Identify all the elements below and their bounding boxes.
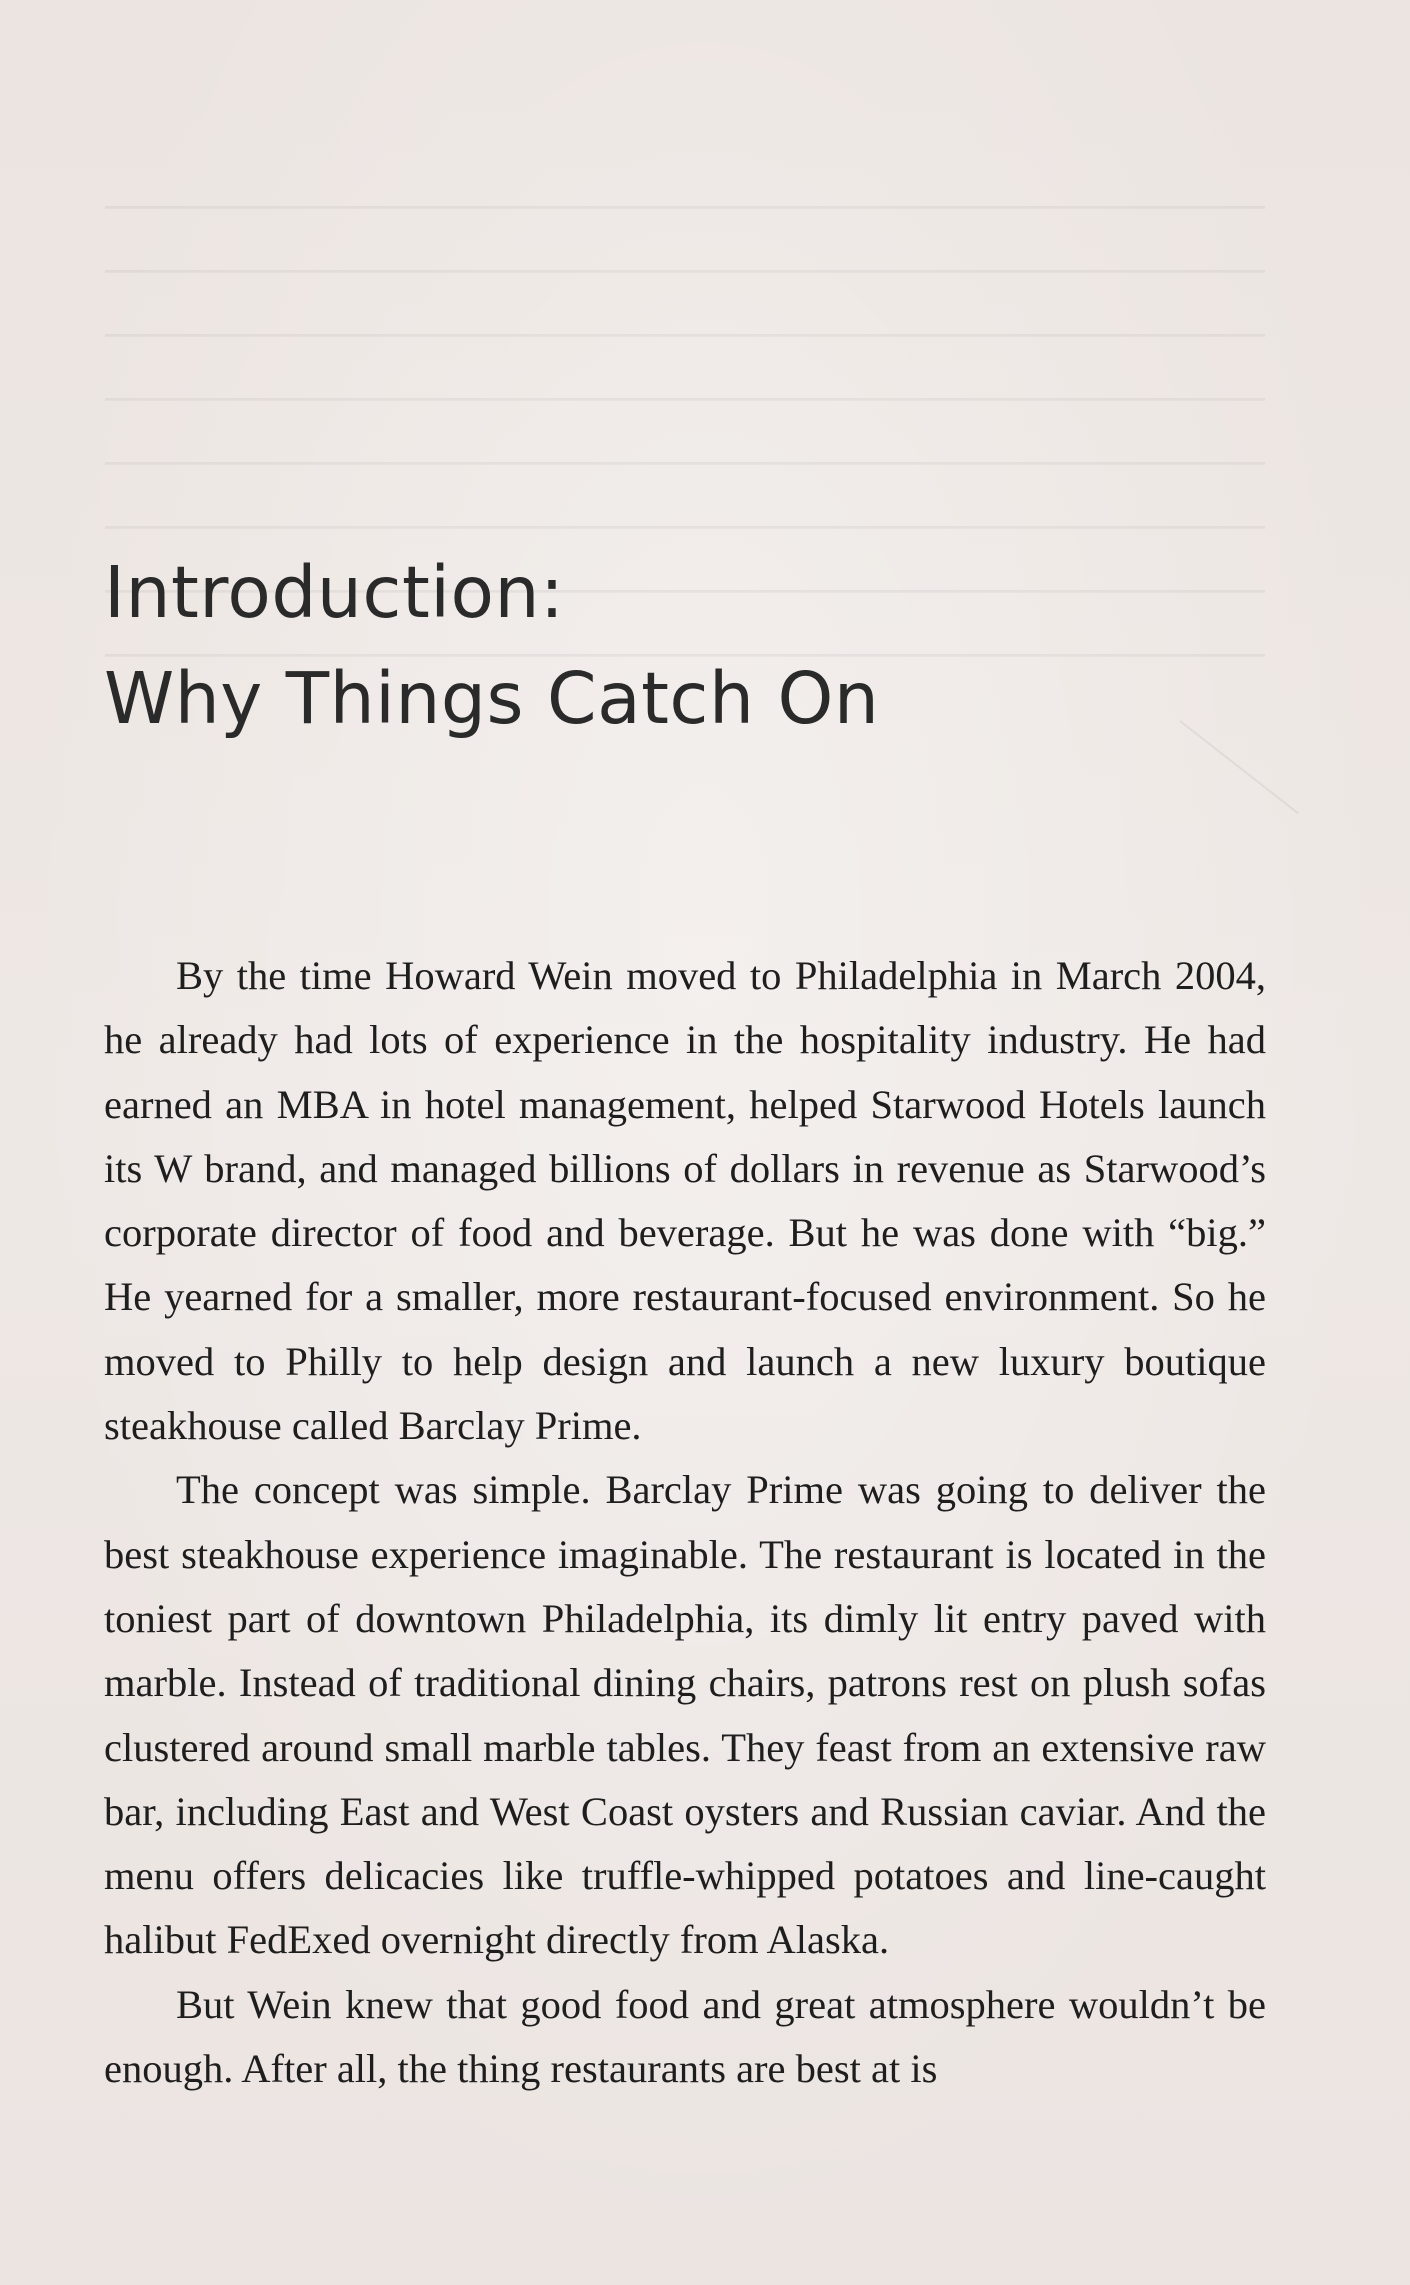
chapter-title-line-1: Introduction: bbox=[104, 551, 565, 634]
page-crease bbox=[1179, 720, 1298, 814]
chapter-title bbox=[104, 540, 879, 752]
body-text bbox=[104, 944, 1266, 2101]
paragraph: The concept was simple. Barclay Prime was going to deliver the best steakhouse experience imaginable. The restaurant is located in the toniest part of downtown Philadelphia, its dimly lit entry paved with marble. Instead of traditional dining chairs, patrons rest on plush sofas clustered around small marble tables. They feast from an extensive raw bar, including East and West Coast oysters and Russian caviar. And the menu offers delicacies like truffle-whipped potatoes and line-caught halibut FedExed overnight directly from Alaska. bbox=[104, 1467, 1266, 1963]
chapter-title-line-2: Why Things Catch On bbox=[104, 657, 880, 740]
paragraph: But Wein knew that good food and great atmosphere wouldn’t be enough. After all, the thing restaurants are best at is bbox=[104, 1981, 1266, 2092]
paragraph: By the time Howard Wein moved to Philadelphia in March 2004, he already had lots of experience in the hospitality industry. He had earned an MBA in hotel management, helped Starwood Hotels launch its W brand, and managed billions of dollars in revenue as Starwood’s corporate director of food and beverage. But he was done with “big.” He yearned for a smaller, more restaurant-focused environment. So he moved to Philly to help design and launch a new luxury boutique steakhouse called Barclay Prime. bbox=[104, 953, 1266, 1449]
